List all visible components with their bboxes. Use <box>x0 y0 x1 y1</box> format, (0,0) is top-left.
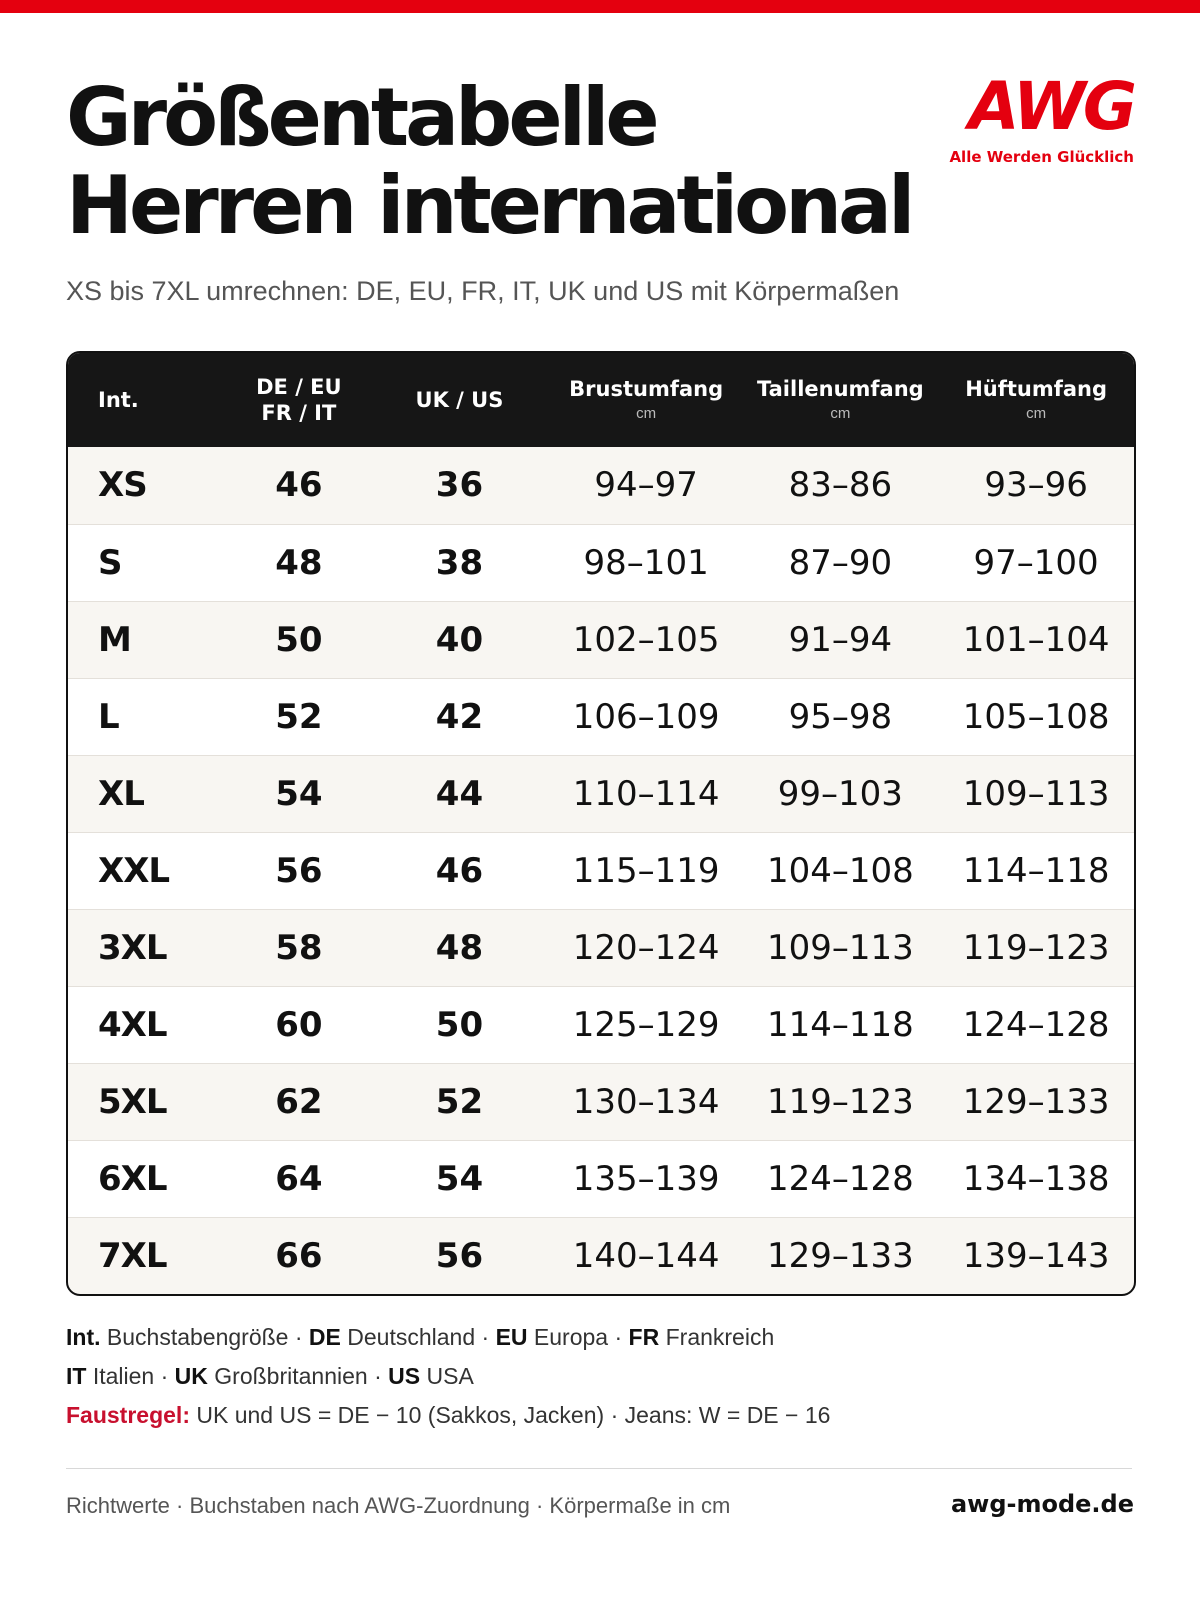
column-header-huefte <box>938 353 1134 447</box>
column-header-label: Taillenumfang <box>757 377 924 401</box>
rule-text: UK und US = DE − 10 (Sakkos, Jacken) · Jeans: W = DE − 16 <box>196 1402 831 1428</box>
cell-int: 5XL <box>68 1063 229 1140</box>
cell-int: XL <box>68 755 229 832</box>
cell-uk: 56 <box>369 1217 550 1294</box>
brand-logo <box>934 68 1134 166</box>
legend-abbreviation: UK <box>174 1363 208 1389</box>
cell-de: 56 <box>229 832 370 909</box>
cell-huefte: 139–143 <box>938 1217 1134 1294</box>
legend-description: Frankreich <box>665 1324 775 1350</box>
cell-huefte: 105–108 <box>938 678 1134 755</box>
legend-abbreviation: EU <box>495 1324 528 1350</box>
cell-int: XXL <box>68 832 229 909</box>
logo-wordmark: AWG <box>968 68 1134 145</box>
rule-label: Faustregel: <box>66 1402 190 1428</box>
cell-int: L <box>68 678 229 755</box>
legend-description: USA <box>426 1363 474 1389</box>
cell-taille: 119–123 <box>743 1063 939 1140</box>
size-table <box>68 353 1134 1294</box>
cell-uk: 54 <box>369 1140 550 1217</box>
cell-uk: 40 <box>369 601 550 678</box>
cell-int: 6XL <box>68 1140 229 1217</box>
table-row <box>68 832 1134 909</box>
table-row <box>68 524 1134 601</box>
column-header-label: Hüftumfang <box>965 377 1108 401</box>
cell-brust: 94–97 <box>594 465 698 506</box>
legend-abbreviation: US <box>388 1363 421 1389</box>
footer-website[interactable]: awg-mode.de <box>950 1490 1134 1518</box>
cell-brust: 102–105 <box>550 601 743 678</box>
cell-taille: 114–118 <box>743 986 939 1063</box>
column-header-uk <box>369 353 550 447</box>
column-header-brust <box>550 353 743 447</box>
cell-int: XS <box>98 465 147 506</box>
cell-uk: 42 <box>369 678 550 755</box>
cell-uk: 48 <box>369 909 550 986</box>
cell-huefte: 114–118 <box>938 832 1134 909</box>
legend-abbreviation: IT <box>66 1363 87 1389</box>
table-row <box>68 755 1134 832</box>
legend-line-2 <box>66 1357 830 1396</box>
cell-brust: 140–144 <box>550 1217 743 1294</box>
column-header-int <box>68 353 229 447</box>
table-row <box>68 909 1134 986</box>
cell-de: 62 <box>229 1063 370 1140</box>
table-row <box>68 986 1134 1063</box>
column-header-taille <box>743 353 939 447</box>
cell-taille: 109–113 <box>743 909 939 986</box>
column-header-de <box>229 353 370 447</box>
cell-brust: 120–124 <box>550 909 743 986</box>
table-header-row <box>68 353 1134 447</box>
cell-int: M <box>68 601 229 678</box>
column-header-label: UK / US <box>415 388 504 412</box>
cell-brust: 115–119 <box>550 832 743 909</box>
legend-description: Italien <box>92 1363 155 1389</box>
column-unit: cm <box>636 405 657 422</box>
legend-abbreviation: FR <box>628 1324 660 1350</box>
page-subtitle: XS bis 7XL umrechnen: DE, EU, FR, IT, UK und US mit Körpermaßen <box>66 276 900 306</box>
cell-huefte: 93–96 <box>984 465 1088 506</box>
cell-uk: 38 <box>369 524 550 601</box>
cell-taille: 124–128 <box>743 1140 939 1217</box>
cell-de: 60 <box>229 986 370 1063</box>
table-body <box>68 447 1134 1294</box>
table-row <box>68 1217 1134 1294</box>
cell-uk: 36 <box>435 465 484 506</box>
table-row <box>68 1140 1134 1217</box>
legend-description: Großbritannien <box>214 1363 368 1389</box>
legend <box>66 1318 830 1435</box>
cell-uk: 52 <box>369 1063 550 1140</box>
cell-brust: 110–114 <box>550 755 743 832</box>
cell-huefte: 119–123 <box>938 909 1134 986</box>
cell-taille: 83–86 <box>788 465 893 506</box>
table-row <box>68 601 1134 678</box>
cell-de: 48 <box>229 524 370 601</box>
cell-de: 64 <box>229 1140 370 1217</box>
logo-tagline: Alle Werden Glücklich <box>949 148 1134 166</box>
column-header-label: Int. <box>98 388 139 412</box>
cell-brust: 98–101 <box>550 524 743 601</box>
footer-divider <box>66 1468 1132 1469</box>
column-header-label: Brustumfang <box>569 377 724 401</box>
rule-of-thumb <box>66 1396 830 1435</box>
cell-de: 46 <box>275 465 323 506</box>
legend-separator: · <box>475 1324 496 1350</box>
cell-brust: 130–134 <box>550 1063 743 1140</box>
column-header-label: DE / EU <box>256 375 342 399</box>
legend-separator: · <box>367 1363 389 1389</box>
cell-de: 58 <box>229 909 370 986</box>
legend-line-1 <box>66 1318 830 1357</box>
column-unit: cm <box>830 405 851 422</box>
legend-separator: · <box>608 1324 629 1350</box>
cell-de: 66 <box>229 1217 370 1294</box>
cell-huefte: 97–100 <box>938 524 1134 601</box>
legend-description: Buchstabengröße <box>106 1324 289 1350</box>
legend-separator: · <box>288 1324 309 1350</box>
table-header <box>68 353 1134 447</box>
footer-note: Richtwerte · Buchstaben nach AWG-Zuordnung · Körpermaße in cm <box>66 1493 731 1518</box>
cell-huefte: 101–104 <box>938 601 1134 678</box>
cell-uk: 50 <box>369 986 550 1063</box>
cell-int: 7XL <box>68 1217 229 1294</box>
top-accent-bar <box>0 0 1200 13</box>
column-unit: cm <box>1026 405 1047 422</box>
cell-brust: 125–129 <box>550 986 743 1063</box>
cell-brust: 135–139 <box>550 1140 743 1217</box>
cell-int: S <box>68 524 229 601</box>
cell-taille: 91–94 <box>743 601 939 678</box>
legend-description: Europa <box>533 1324 609 1350</box>
cell-taille: 129–133 <box>743 1217 939 1294</box>
cell-brust: 106–109 <box>550 678 743 755</box>
title-line-1: Größentabelle <box>66 71 656 164</box>
legend-abbreviation: DE <box>308 1324 341 1350</box>
cell-huefte: 109–113 <box>938 755 1134 832</box>
cell-huefte: 129–133 <box>938 1063 1134 1140</box>
legend-separator: · <box>154 1363 175 1389</box>
cell-de: 52 <box>229 678 370 755</box>
cell-taille: 95–98 <box>743 678 939 755</box>
table-row <box>68 447 1134 524</box>
cell-int: 3XL <box>68 909 229 986</box>
cell-taille: 104–108 <box>743 832 939 909</box>
cell-de: 54 <box>229 755 370 832</box>
cell-de: 50 <box>229 601 370 678</box>
size-table-card <box>66 351 1136 1296</box>
column-header-label-line2: FR / IT <box>261 401 337 425</box>
page-title <box>66 71 912 252</box>
cell-huefte: 134–138 <box>938 1140 1134 1217</box>
cell-huefte: 124–128 <box>938 986 1134 1063</box>
cell-uk: 46 <box>369 832 550 909</box>
cell-uk: 44 <box>369 755 550 832</box>
cell-taille: 99–103 <box>743 755 939 832</box>
table-row <box>68 1063 1134 1140</box>
cell-taille: 87–90 <box>743 524 939 601</box>
legend-abbreviation: Int. <box>66 1324 101 1350</box>
cell-int: 4XL <box>68 986 229 1063</box>
legend-description: Deutschland <box>347 1324 476 1350</box>
table-row <box>68 678 1134 755</box>
title-line-2: Herren international <box>66 159 912 252</box>
